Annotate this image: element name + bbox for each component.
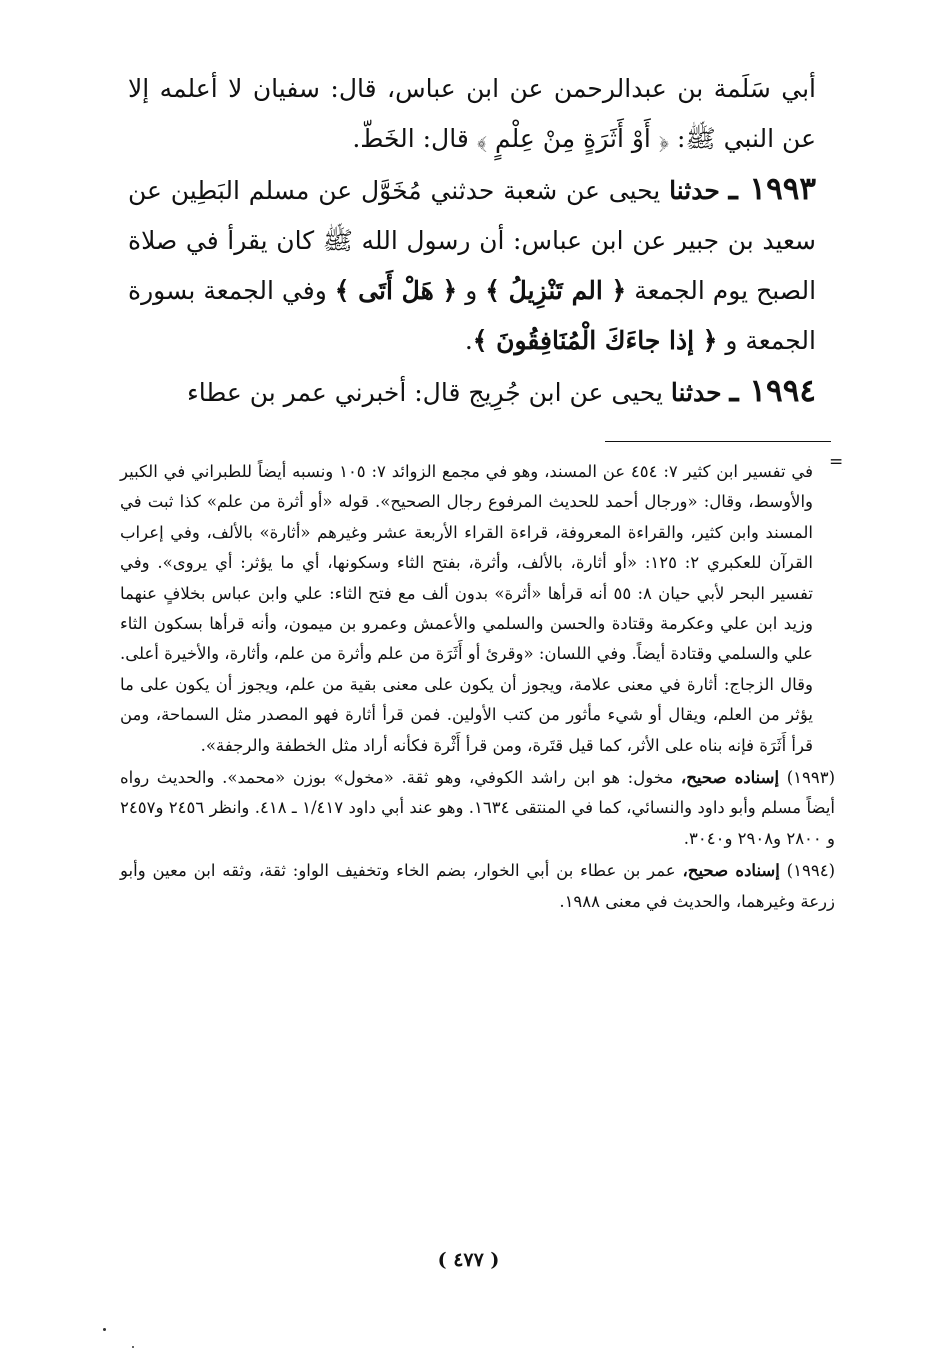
hadith-1993-lead-word: حدثنا bbox=[669, 176, 720, 205]
hadith-number-1994: ١٩٩٤ ـ bbox=[729, 373, 816, 409]
hadith-1994 bbox=[128, 366, 816, 418]
quran-ref-tanzil: ﴿ الم تَنْزِيلُ ﴾ bbox=[485, 276, 627, 305]
page-number: ( ٤٧٧ ) bbox=[437, 1249, 500, 1271]
hadith-1993-end: . bbox=[464, 326, 473, 355]
hadith-1993-text-part1: يحيى عن شعبة حدثني مُخَوَّل عن مسلم البَطِين عن سعيد بن جبير عن ابن عباس: أن رسول الله ﷺ كان يقرأ في صلاة الصبح يوم الجمعة bbox=[128, 176, 817, 305]
hadith-1994-lead-word: حدثنا bbox=[670, 378, 722, 407]
main-text bbox=[128, 64, 816, 418]
footnote-1994 bbox=[120, 856, 835, 917]
hadith-1994-text: يحيى عن ابن جُرِيج قال: أخبرني عمر بن عطاء bbox=[186, 378, 663, 407]
scan-speck bbox=[103, 1328, 106, 1331]
opening-text: أبي سَلَمة بن عبدالرحمن عن ابن عباس، قال: سفيان لا أعلمه إلا عن النبي ﷺ: ﴿ أَوْ أَثَرَةٍ مِنْ عِلْمٍ ﴾ قال: الخَطّ. bbox=[128, 74, 816, 153]
footnote-1993 bbox=[120, 763, 835, 854]
quran-ref-munafiqun: ﴿ إذا جاءَكَ الْمُنَافِقُونَ ﴾ bbox=[472, 326, 718, 355]
footnote-number-1993: (١٩٩٣) bbox=[786, 768, 836, 788]
scan-speck bbox=[132, 1346, 134, 1348]
footnote-continuation bbox=[120, 457, 835, 761]
footnote-1993-verdict: إسناده صحيح، bbox=[680, 768, 780, 788]
hadith-number-1993: ١٩٩٣ ـ bbox=[728, 171, 817, 207]
hadith-1993 bbox=[128, 164, 816, 366]
opening-paragraph bbox=[128, 64, 816, 164]
hadith-1993-text-part2: وفي الجمعة بسورة الجمعة و bbox=[128, 276, 816, 355]
footnote-number-1994: (١٩٩٤) bbox=[786, 861, 835, 881]
footnote-1993-text: مخول: هو ابن راشد الكوفي، وهو ثقة. «مخول» بوزن «محمد». والحديث رواه أيضاً مسلم وأبو داود والنسائي، كما في المنتقى ١٦٣٤. وهو عند أبي داود ١/٤١٧ ـ ٤١٨. وانظر ٢٤٥٦ و٢٤٥٧ و ٢٨٠٠ و٢٩٠٨ و٣٠٤٠. bbox=[120, 768, 836, 848]
footnote-1994-text: عمر بن عطاء بن أبي الخوار، بضم الخاء وتخفيف الواو: ثقة، وثقه ابن معين وأبو زرعة وغيرهما، والحديث في معنى ١٩٨٨. bbox=[120, 861, 835, 911]
footnote-1994-verdict: إسناده صحيح، bbox=[682, 861, 780, 881]
footnote-continuation-text: في تفسير ابن كثير ٧: ٤٥٤ عن المسند، وهو في مجمع الزوائد ٧: ١٠٥ ونسبه أيضاً للطبراني في الكبير والأوسط، وقال: «ورجال أحمد للحديث المرفوع رجال الصحيح». قوله «أو أثرة من علم» كذا ثبت في المسند وابن كثير، والقراءة المعروفة، قراءة القراء الأربعة عشر وغيرهم «أثارة» بالألف، وفي إعراب القرآن للعكبري ٢: ١٢٥: «أو أثارة، بالألف، وأثرة، بفتح الثاء وسكونها، أي ما يؤثر: أي يروى». وفي تفسير البحر لأبي حيان ٨: ٥٥ أنه قرأها «أثرة» بدون ألف مع فتح الثاء: علي وابن عباس بخلافٍ عنهما وزيد ابن علي وعكرمة وقتادة والحسن والسلمي والأعمش وعمرو بن ميمون، وأنه قرأها بسكون الثاء علي والسلمي وقتادة أيضاً. وفي اللسان: «وقرئ أو أَثَرَة من علم وأثرة من علم، وأثارة، والأخيرة أعلى. وقال الزجاج: أثارة في معنى علامة، ويجوز أن يكون على معنى بقية من علم، ويجوز أن يكون على ما يؤثر من العلم، ويقال أو شيء مأثور من كتب الأولين. فمن قرأ أثارة فهو المصدر مثل السماحة، ومن قرأ أَثَرَة فإنه بناه على الأثر، كما قيل قتَرة، ومن قرأ أَثْرة فكأنه أراد مثل الخطفة والرجفة». bbox=[120, 462, 813, 755]
footnotes bbox=[120, 457, 835, 919]
quran-ref-hal-ata: ﴿ هَلْ أَتَى ﴾ bbox=[334, 276, 458, 305]
footnote-separator bbox=[605, 441, 831, 442]
hadith-1993-and: و bbox=[465, 276, 478, 305]
continuation-mark: = bbox=[829, 452, 844, 472]
